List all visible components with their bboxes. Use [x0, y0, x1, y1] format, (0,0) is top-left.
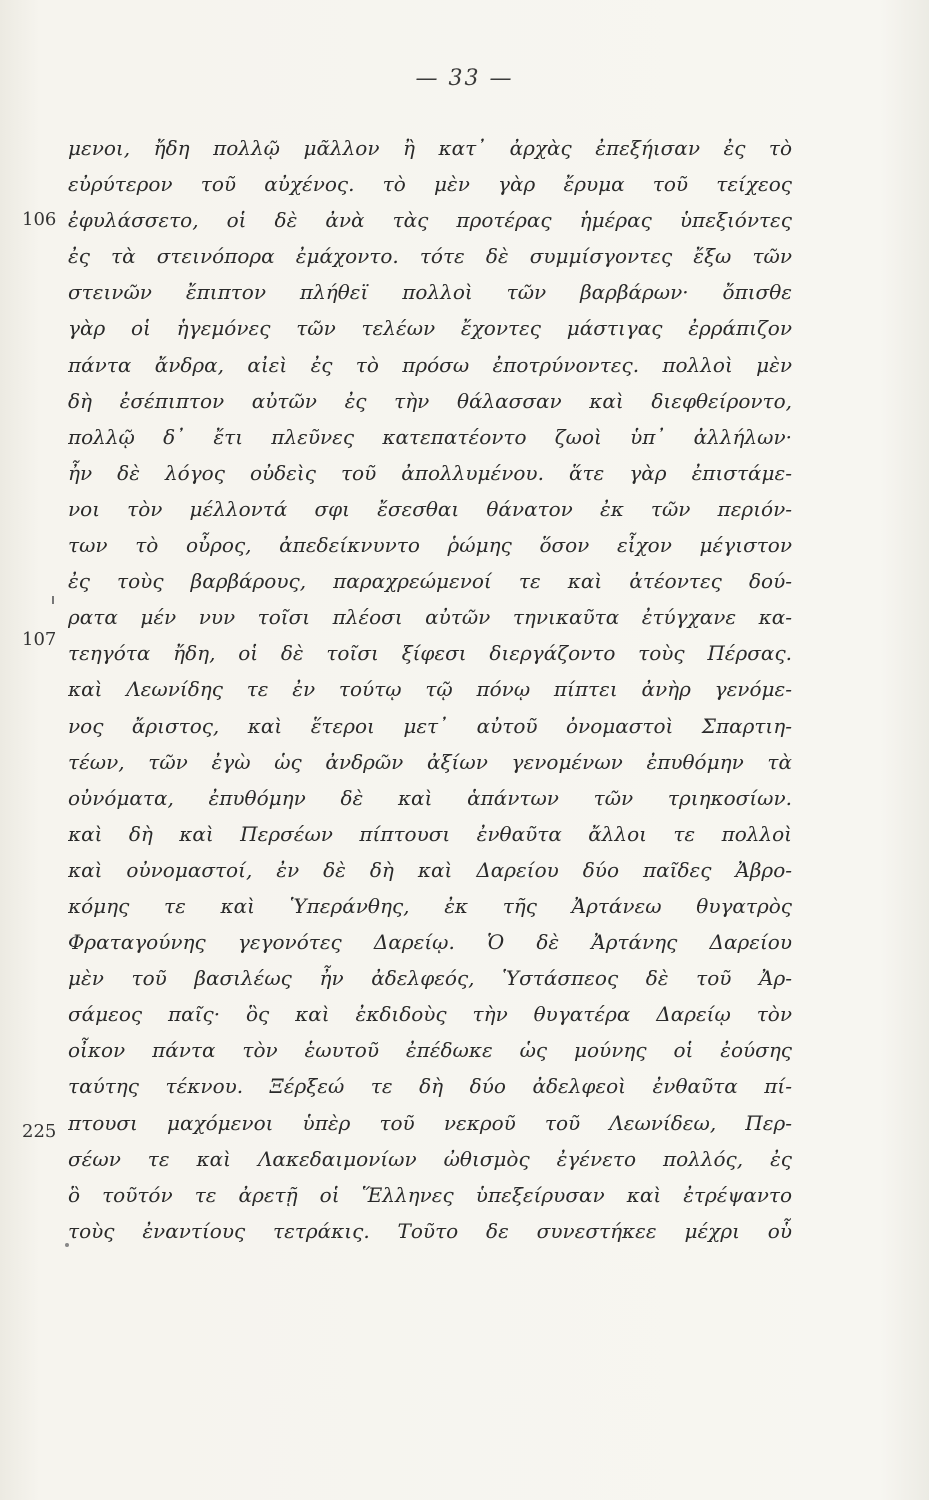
text-line: ἦν δὲ λόγος οὐδεὶς τοῦ ἀπολλυμένου. ἅτε γὰρ ἐπιστάμε- [68, 460, 792, 485]
margin-mark [52, 596, 54, 604]
text-line: σέων τε καὶ Λακεδαιμονίων ὠθισμὸς ἐγένετο πολλός, ἐς [68, 1146, 792, 1171]
text-line: καὶ δὴ καὶ Περσέων πίπτουσι ἐνθαῦτα ἄλλοι τε πολλοὶ [68, 821, 792, 846]
text-line: στεινῶν ἔπιπτον πλήθεϊ πολλοὶ τῶν βαρβάρων· ὄπισθε [68, 280, 792, 305]
text-line: νος ἄριστος, καὶ ἕτεροι μετ᾽ αὐτοῦ ὀνομαστοὶ Σπαρτιη- [68, 713, 792, 738]
text-line: τέων, τῶν ἐγὼ ὡς ἀνδρῶν ἀξίων γενομένων ἐπυθόμην τὰ [68, 749, 792, 774]
text-line: πολλῷ δ᾽ ἔτι πλεῦνες κατεπατέοντο ζωοὶ ὑπ᾽ ἀλλήλων· [68, 424, 792, 449]
text-line: ἐς τὰ στεινόπορα ἐμάχοντο. τότε δὲ συμμίσγοντες ἔξω τῶν [68, 244, 792, 269]
page-number: — 33 — [415, 66, 514, 91]
text-line: των τὸ οὖρος, ἀπεδείκνυντο ῥώμης ὅσον εἶχον μέγιστον [68, 533, 792, 558]
text-line: γὰρ οἱ ἡγεμόνες τῶν τελέων ἔχοντες μάστιγας ἐρράπιζον [68, 316, 792, 341]
text-line: ὃ τοῦτόν τε ἀρετῇ οἱ Ἕλληνες ὑπεξείρυσαν καὶ ἐτρέψαντο [68, 1182, 792, 1207]
text-line: οἶκον πάντα τὸν ἑωυτοῦ ἐπέδωκε ὡς μούνης οἱ ἐούσης [68, 1038, 792, 1063]
text-line: ταύτης τέκνου. Ξέρξεώ τε δὴ δύο ἀδελφεοὶ ἐνθαῦτα πί- [68, 1074, 792, 1099]
text-line: καὶ οὐνομαστοί, ἐν δὲ δὴ καὶ Δαρείου δύο παῖδες Ἀβρο- [68, 857, 792, 882]
text-line: τοὺς ἐναντίους τετράκις. Τοῦτο δε συνεστήκεε μέχρι οὗ [68, 1218, 792, 1243]
text-line: δὴ ἐσέπιπτον αὐτῶν ἐς τὴν θάλασσαν καὶ διεφθείροντο, [68, 388, 792, 413]
margin-section-number-107: 107 [22, 629, 57, 650]
text-line: μενοι, ἤδη πολλῷ μᾶλλον ἢ κατ᾽ ἀρχὰς ἐπεξήισαν ἐς τὸ [68, 136, 792, 160]
text-line: ἐφυλάσσετο, οἱ δὲ ἀνὰ τὰς προτέρας ἡμέρας ὑπεξιόντες [68, 208, 792, 233]
text-line: πτουσι μαχόμενοι ὑπὲρ τοῦ νεκροῦ τοῦ Λεωνίδεω, Περ- [68, 1110, 792, 1135]
text-line: μὲν τοῦ βασιλέως ἦν ἀδελφεός, Ὑστάσπεος δὲ τοῦ Ἀρ- [68, 966, 792, 991]
text-line: τεηγότα ἤδη, οἱ δὲ τοῖσι ξίφεσι διεργάζοντο τοὺς Πέρσας. [68, 641, 792, 666]
text-line: σάμεος παῖς· ὃς καὶ ἐκδιδοὺς τὴν θυγατέρα Δαρείῳ τὸν [68, 1002, 792, 1027]
margin-page-number-225: 225 [22, 1121, 57, 1142]
text-line: κόμης τε καὶ Ὑπεράνθης, ἐκ τῆς Ἀρτάνεω θυγατρὸς [68, 893, 792, 918]
text-line: νοι τὸν μέλλοντά σφι ἔσεσθαι θάνατον ἐκ τῶν περιόν- [68, 496, 792, 521]
text-line: ἐς τοὺς βαρβάρους, παραχρεώμενοί τε καὶ ἀτέοντες δού- [68, 569, 792, 594]
body-text [68, 130, 792, 1249]
text-line: οὐνόματα, ἐπυθόμην δὲ καὶ ἁπάντων τῶν τριηκοσίων. [68, 785, 792, 810]
text-line: Φραταγούνης γεγονότες Δαρείῳ. Ὁ δὲ Ἀρτάνης Δαρείου [68, 930, 792, 955]
text-line: καὶ Λεωνίδης τε ἐν τούτῳ τῷ πόνῳ πίπτει ἀνὴρ γενόμε- [68, 677, 792, 702]
text-line: πάντα ἄνδρα, αἰεὶ ἐς τὸ πρόσω ἐποτρύνοντες. πολλοὶ μὲν [68, 352, 792, 377]
text-line: ρατα μέν νυν τοῖσι πλέοσι αὐτῶν τηνικαῦτα ἐτύγχανε κα- [68, 605, 792, 630]
text-line: εὐρύτερον τοῦ αὐχένος. τὸ μὲν γὰρ ἔρυμα τοῦ τείχεος [68, 172, 792, 197]
margin-section-number-106: 106 [22, 209, 57, 230]
